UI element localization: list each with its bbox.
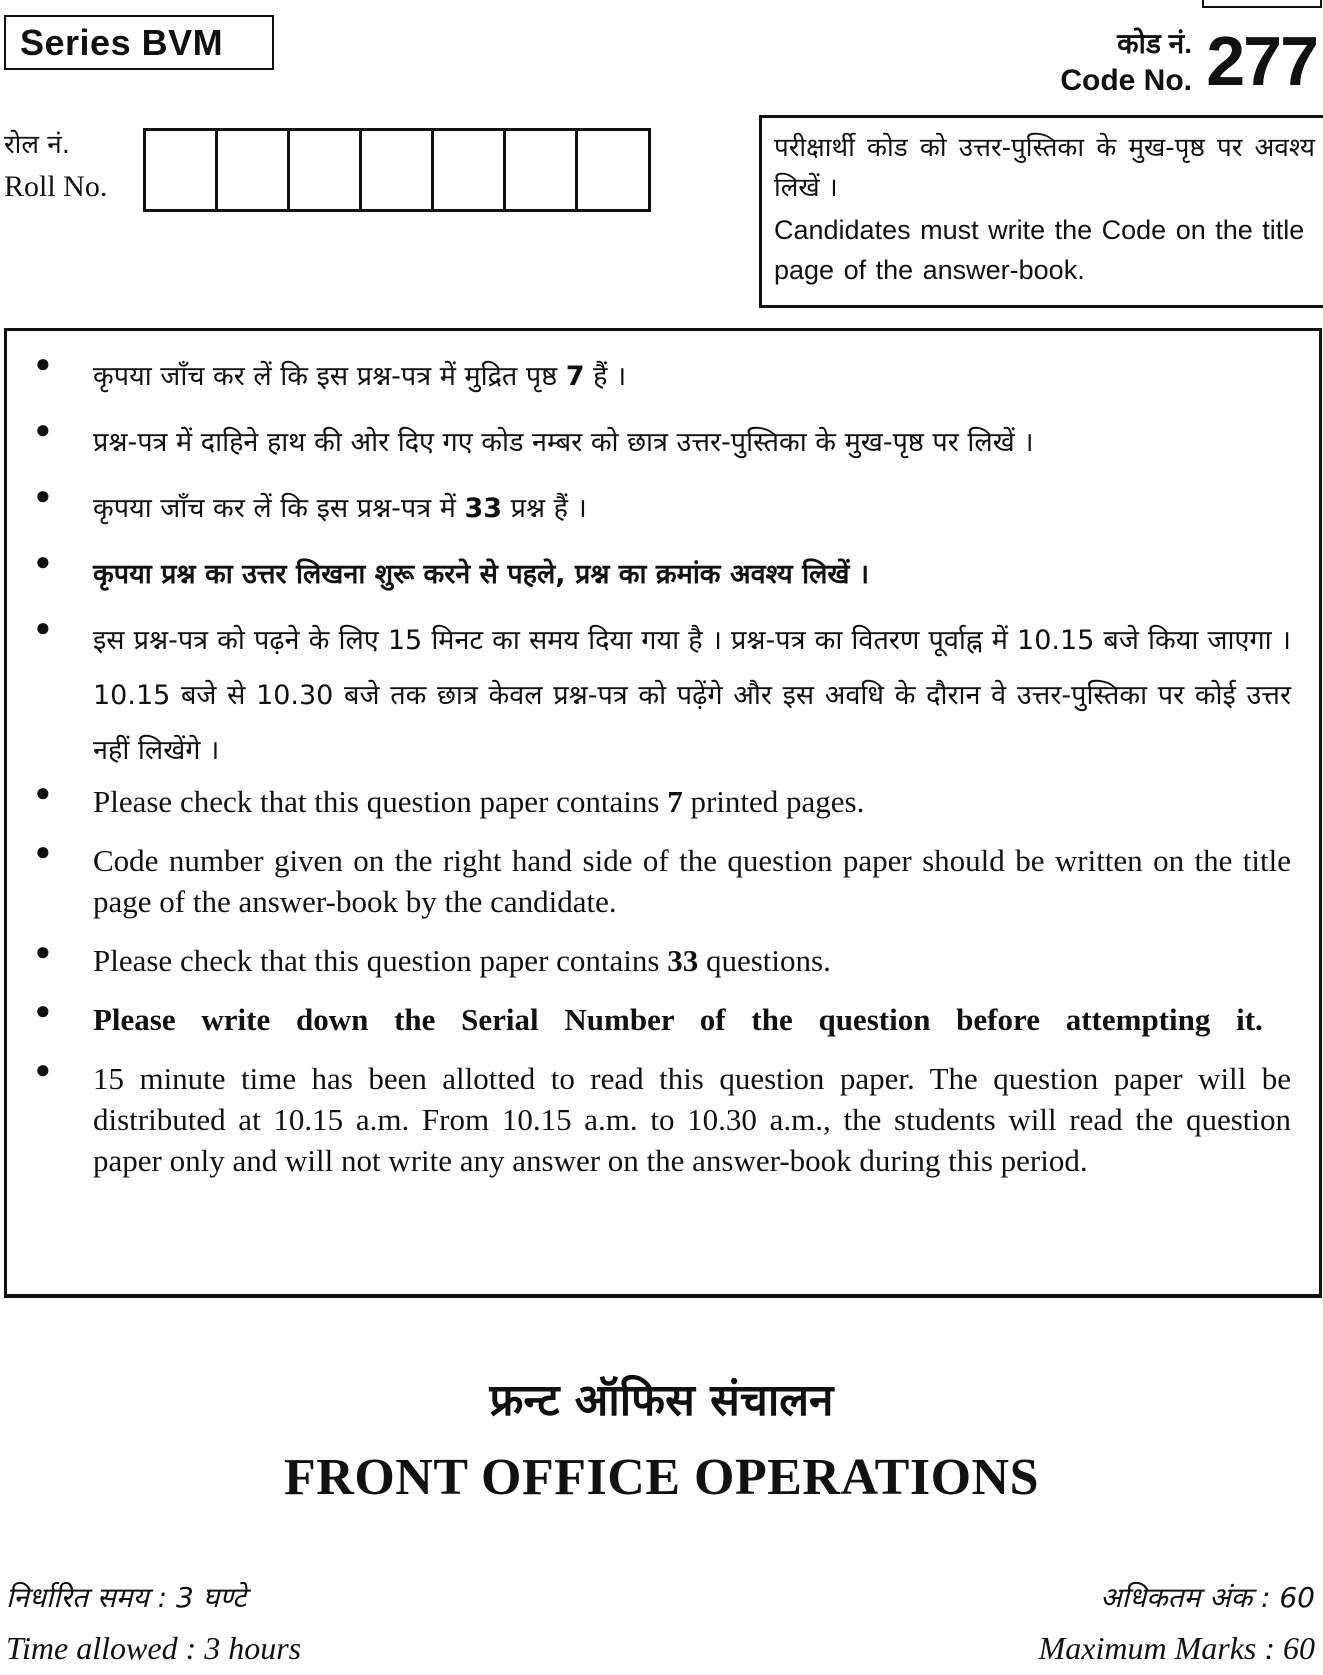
- code-label-english: Code No.: [1060, 64, 1192, 97]
- instruction-text: प्रश्न हैं ।: [502, 493, 587, 524]
- instruction-item-english: [35, 996, 1291, 1055]
- instruction-text: प्रश्न-पत्र में दाहिने हाथ की ओर दिए गए कोड नम्बर को छात्र उत्तर-पुस्तिका के मुख-पृष्ठ पर लिखें ।: [93, 427, 1034, 458]
- instruction-text: इस प्रश्न-पत्र को पढ़ने के लिए 15 मिनट का समय दिया गया है । प्रश्न-पत्र का वितरण पूर्वाह्न में 10.15 बजे किया जाएगा । 10.15 बजे से 10.30 बजे तक छात्र केवल प्रश्न-पत्र को पढ़ेंगे और इस अवधि के दौरान वे उत्तर-पुस्तिका पर कोई उत्तर नहीं लिखेंगे ।: [93, 625, 1291, 766]
- general-instructions-box: [4, 328, 1322, 1298]
- instruction-item-english: [35, 1055, 1291, 1196]
- roll-digit-box[interactable]: [218, 131, 290, 209]
- bullet-icon: ●: [35, 481, 51, 510]
- maximum-marks-hindi: अधिकतम अंक : 60: [1100, 1581, 1315, 1614]
- instruction-item-hindi: [35, 547, 1291, 613]
- bullet-icon: ●: [35, 613, 51, 642]
- instruction-text: 15 minute time has been allotted to read this question paper. The question paper will be distributed at 10.15 a.m. From 10.15 a.m. to 10.30 a.m., the students will read the question paper only and will not write any answer on the answer-book during this period.: [93, 1061, 1291, 1178]
- roll-digit-box[interactable]: [578, 131, 648, 209]
- roll-number-label: [4, 124, 107, 208]
- roll-digit-box[interactable]: [362, 131, 434, 209]
- maximum-marks-english: Maximum Marks : 60: [1038, 1630, 1315, 1666]
- instruction-emphasis: 33: [667, 943, 699, 978]
- bullet-icon: ●: [35, 996, 51, 1025]
- roll-digit-box[interactable]: [146, 131, 218, 209]
- time-allowed-english: Time allowed : 3 hours: [6, 1630, 302, 1666]
- instruction-text: Please check that this question paper contains: [93, 943, 668, 978]
- bullet-icon: ●: [35, 1055, 51, 1084]
- instruction-item-hindi: [35, 481, 1291, 547]
- instruction-item-english: [35, 837, 1291, 937]
- roll-label-english: Roll No.: [4, 170, 108, 203]
- candidate-note-hindi: परीक्षार्थी कोड को उत्तर-पुस्तिका के मुख-पृष्ठ पर अवश्य लिखें ।: [774, 133, 1315, 203]
- instruction-emphasis: 7: [565, 361, 585, 392]
- instruction-emphasis: कृपया प्रश्न का उत्तर लिखना शुरू करने से पहले, प्रश्न का क्रमांक अवश्य लिखें ।: [93, 559, 870, 590]
- candidate-note-english: Candidates must write the Code on the title page of the answer-book.: [774, 215, 1305, 285]
- instruction-item-english: [35, 778, 1291, 837]
- instruction-text: Please check that this question paper contains: [93, 784, 668, 819]
- instruction-item-hindi: [35, 613, 1291, 778]
- instruction-text: हैं ।: [584, 361, 627, 392]
- instruction-item-english: [35, 937, 1291, 996]
- bullet-icon: ●: [35, 349, 51, 378]
- code-number-block: [897, 22, 1317, 102]
- bullet-icon: ●: [35, 937, 51, 966]
- roll-number-boxes: [143, 128, 651, 212]
- roll-digit-box[interactable]: [506, 131, 578, 209]
- instruction-text: कृपया जाँच कर लें कि इस प्रश्न-पत्र में मुद्रित पृष्ठ: [93, 361, 566, 392]
- instruction-emphasis: 33: [464, 493, 503, 524]
- bullet-icon: ●: [35, 547, 51, 576]
- instruction-text: Code number given on the right hand side of the question paper should be written on the title page of the answer-book by the candidate.: [93, 843, 1291, 919]
- instruction-text: कृपया जाँच कर लें कि इस प्रश्न-पत्र में: [93, 493, 465, 524]
- code-label-hindi: कोड नं.: [1117, 28, 1192, 59]
- roll-digit-box[interactable]: [434, 131, 506, 209]
- subject-title-english: FRONT OFFICE OPERATIONS: [284, 1449, 1039, 1506]
- series-box: [4, 15, 274, 70]
- instruction-emphasis: 7: [667, 784, 683, 819]
- bullet-icon: ●: [35, 778, 51, 807]
- set-box-edge: [1202, 0, 1322, 8]
- roll-digit-box[interactable]: [290, 131, 362, 209]
- bullet-icon: ●: [35, 837, 51, 866]
- time-allowed-hindi: निर्धारित समय : 3 घण्टे: [6, 1581, 247, 1614]
- instruction-text: questions.: [698, 943, 831, 978]
- subject-title-hindi: फ्रन्ट ऑफिस संचालन: [489, 1375, 834, 1426]
- instruction-text: printed pages.: [682, 784, 865, 819]
- bullet-icon: ●: [35, 415, 51, 444]
- series-label: Series BVM: [20, 21, 224, 63]
- instruction-item-hindi: [35, 349, 1291, 415]
- code-number: 277: [1206, 22, 1317, 100]
- instruction-item-hindi: [35, 415, 1291, 481]
- candidate-code-note-box: [759, 115, 1323, 308]
- instruction-emphasis: Please write down the Serial Number of the question before attempting it.: [93, 1002, 1263, 1037]
- roll-label-hindi: रोल नं.: [4, 130, 70, 160]
